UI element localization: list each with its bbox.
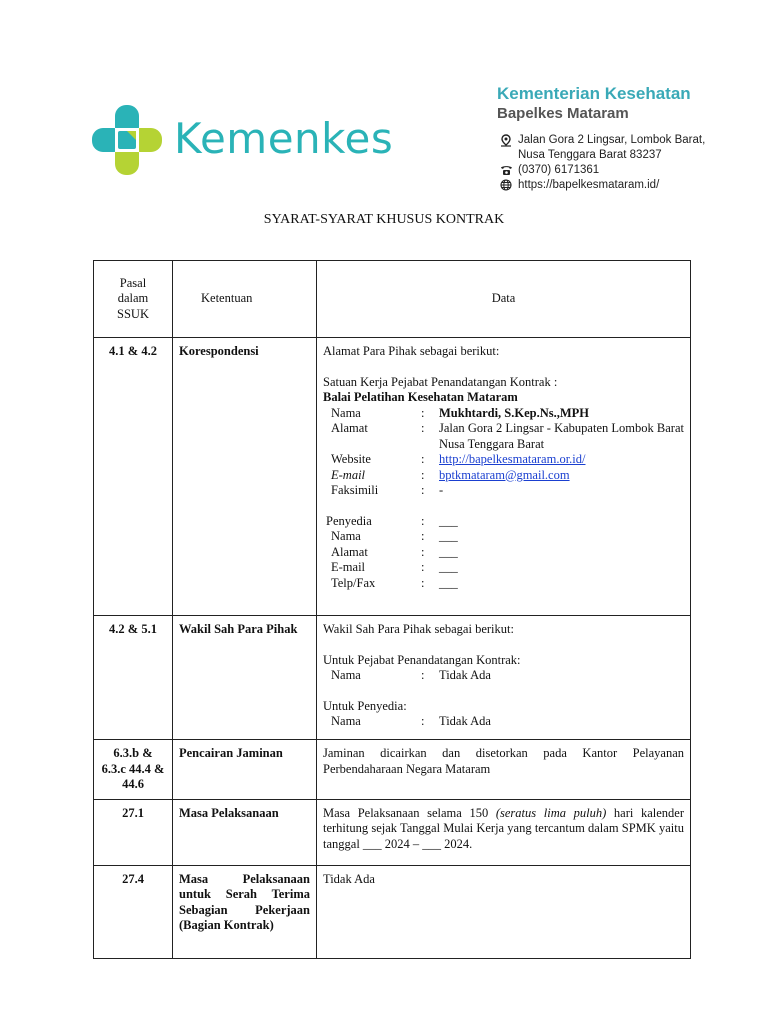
field-value-blank: ___ bbox=[439, 560, 458, 574]
header-pasal-label: Pasal dalam SSUK bbox=[117, 275, 149, 321]
address-line-1: Jalan Gora 2 Lingsar, Lombok Barat, bbox=[518, 134, 706, 146]
table-row bbox=[94, 338, 691, 616]
field-label: Faksimili bbox=[331, 483, 379, 497]
field-value-alamat: Jalan Gora 2 Lingsar - Kabupaten Lombok Barat Nusa Tenggara Barat bbox=[439, 421, 684, 451]
brand-name: Kemenkes bbox=[174, 114, 394, 163]
document-title: SYARAT-SYARAT KHUSUS KONTRAK bbox=[263, 212, 505, 227]
table-row bbox=[94, 799, 691, 865]
pasal-cell: 27.1 bbox=[94, 799, 173, 865]
header-ketentuan: Ketentuan bbox=[173, 261, 317, 338]
field-value-blank: ___ bbox=[439, 575, 458, 590]
ketentuan-cell: Korespondensi bbox=[173, 338, 317, 616]
org-unit: Bapelkes Mataram bbox=[497, 105, 629, 122]
address-line-2: Nusa Tenggara Barat 83237 bbox=[518, 149, 662, 161]
pasal-cell: 4.1 & 4.2 bbox=[94, 338, 173, 616]
field-value-faksimili: - bbox=[439, 483, 444, 497]
field-label: Telp/Fax bbox=[331, 575, 376, 590]
intro-text: Wakil Sah Para Pihak sebagai berikut: bbox=[323, 622, 514, 636]
ssuk-table bbox=[93, 260, 691, 959]
phone-icon bbox=[500, 163, 518, 178]
field-label: Alamat bbox=[331, 421, 368, 435]
field-label: Nama bbox=[331, 714, 361, 728]
ppk-label: Untuk Pejabat Penandatangan Kontrak: bbox=[323, 652, 521, 667]
table-row bbox=[94, 616, 691, 740]
field-value: Tidak Ada bbox=[439, 714, 491, 728]
field-label: Nama bbox=[331, 529, 361, 543]
header-data: Data bbox=[317, 261, 691, 338]
data-text-pre: Masa Pelaksanaan selama 150 bbox=[323, 805, 496, 820]
location-pin-icon bbox=[500, 133, 518, 163]
ketentuan-cell: Pencairan Jaminan bbox=[173, 740, 317, 800]
satker-name: Balai Pelatihan Kesehatan Mataram bbox=[323, 390, 518, 404]
data-cell: Tidak Ada bbox=[317, 865, 691, 958]
intro-text: Alamat Para Pihak sebagai berikut: bbox=[323, 344, 500, 358]
field-value-blank: ___ bbox=[439, 513, 458, 528]
penyedia-label: Untuk Penyedia: bbox=[323, 698, 407, 713]
field-value-nama: Mukhtardi, S.Kep.Ns.,MPH bbox=[439, 405, 590, 420]
field-label: Penyedia bbox=[326, 513, 372, 528]
email-link[interactable]: bptkmataram@gmail.com bbox=[439, 467, 570, 482]
ketentuan-cell: Masa Pelaksanaan untuk Serah Terima Sebagian Pekerjaan (Bagian Kontrak) bbox=[173, 865, 317, 958]
data-text-italic: (seratus lima puluh) bbox=[495, 805, 607, 820]
field-label: Website bbox=[331, 452, 371, 466]
field-label: Nama bbox=[331, 405, 361, 420]
field-label: Alamat bbox=[331, 544, 368, 559]
pasal-cell: 6.3.b & 6.3.c 44.4 & 44.6 bbox=[94, 740, 173, 800]
field-value: Tidak Ada bbox=[439, 668, 491, 682]
data-cell: Alamat Para Pihak sebagai berikut: Satuan Kerja Pejabat Penandatangan Kontrak : Balai Pelatihan Kesehatan Mataram Nama : Mukhtardi, S.Kep.Ns.,MPH Alamat : Jalan Gora 2 Lingsar - Kabupaten Lombok Barat Nusa Tenggara Barat Website : http://bapelkesmataram.or.id/ E-mail : bptkmataram@gmail.com Faksimili : - Penyedia : ___ Nama : ___ Alamat : ___ E-mail : ___ Telp/Fax : ___ bbox=[317, 338, 691, 616]
table-row bbox=[94, 865, 691, 958]
website-link[interactable]: http://bapelkesmataram.or.id/ bbox=[439, 452, 586, 466]
satker-label: Satuan Kerja Pejabat Penandatangan Kontrak : bbox=[323, 374, 558, 389]
data-cell: Jaminan dicairkan dan disetorkan pada Kantor Pelayanan Perbendaharaan Negara Mataram bbox=[317, 740, 691, 800]
table-row bbox=[94, 740, 691, 800]
pasal-cell: 27.4 bbox=[94, 865, 173, 958]
phone-number: (0370) 6171361 bbox=[518, 164, 600, 176]
data-text-post: hari kalender terhitung sejak Tanggal Mulai Kerja yang tercantum dalam SPMK yaitu tanggal ___ 2024 – ___ 2024. bbox=[323, 805, 684, 851]
field-label: Nama bbox=[331, 668, 361, 682]
ketentuan-cell: Masa Pelaksanaan bbox=[173, 799, 317, 865]
website-url[interactable]: https://bapelkesmataram.id/ bbox=[518, 179, 660, 191]
field-label: E-mail bbox=[331, 467, 366, 482]
kemenkes-logo bbox=[92, 105, 162, 175]
organization-block bbox=[497, 84, 727, 122]
data-cell: Wakil Sah Para Pihak sebagai berikut: Untuk Pejabat Penandatangan Kontrak: Nama : Tidak Ada Untuk Penyedia: Nama : Tidak Ada bbox=[317, 616, 691, 740]
table-header-row bbox=[94, 261, 691, 338]
contact-block bbox=[500, 133, 705, 193]
field-value-blank: ___ bbox=[439, 529, 458, 543]
org-name: Kementerian Kesehatan bbox=[497, 84, 691, 103]
data-cell bbox=[317, 799, 691, 865]
field-value-blank: ___ bbox=[439, 544, 458, 559]
ketentuan-cell: Wakil Sah Para Pihak bbox=[173, 616, 317, 740]
field-label: E-mail bbox=[331, 560, 366, 574]
pasal-cell: 4.2 & 5.1 bbox=[94, 616, 173, 740]
globe-icon bbox=[500, 178, 518, 193]
header-pasal bbox=[94, 261, 173, 338]
